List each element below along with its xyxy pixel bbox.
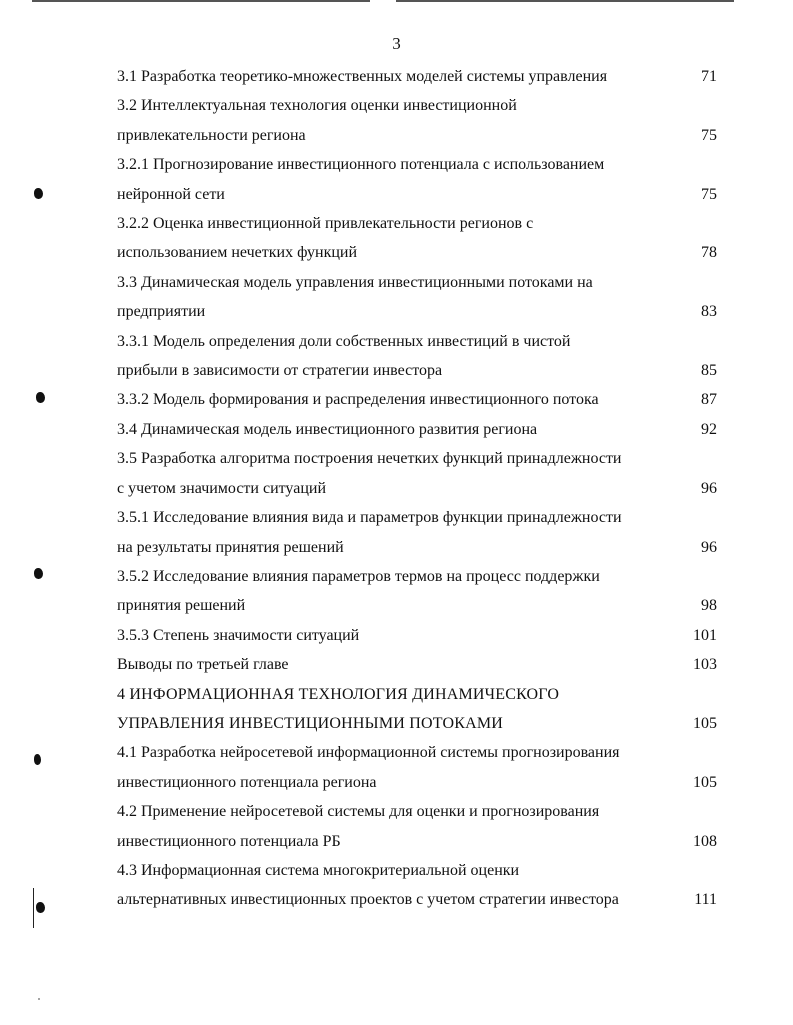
binder-hole-mark xyxy=(34,754,41,765)
toc-entry-page: 71 xyxy=(701,68,717,85)
toc-entry xyxy=(117,650,717,679)
toc-entry-title: 3.3.2 Модель формирования и распределения инвестиционного потока xyxy=(117,391,599,409)
toc-entry-title: прибыли в зависимости от стратегии инвестора xyxy=(117,362,443,380)
toc-entry-title: с учетом значимости ситуаций xyxy=(117,479,327,497)
toc-entry-title: 3.3.1 Модель определения доли собственных инвестиций в чистой xyxy=(117,332,571,350)
toc-entry-page: 101 xyxy=(693,626,717,644)
toc-entry-title: принятия решений xyxy=(117,597,246,615)
binder-hole-mark xyxy=(34,568,43,579)
toc-entry-page: 98 xyxy=(701,597,717,615)
toc-entry-title: предприятии xyxy=(117,303,206,321)
toc-entry xyxy=(117,327,717,386)
toc-entry-page: 85 xyxy=(701,362,717,380)
toc-entry-title: 3.2 Интеллектуальная технология оценки инвестиционной xyxy=(117,97,517,115)
toc-entry-title: 3.2.2 Оценка инвестиционной привлекательности регионов с xyxy=(117,215,534,233)
toc-entry xyxy=(117,150,717,209)
toc-entry-page: 96 xyxy=(701,479,717,497)
table-of-contents xyxy=(117,62,717,915)
toc-entry-title: 3.5.2 Исследование влияния параметров термов на процесс поддержки xyxy=(117,567,600,585)
toc-entry xyxy=(117,562,717,621)
toc-entry-title: привлекательности региона xyxy=(117,126,306,144)
toc-entry-title: 3.5 Разработка алгоритма построения нечетких функций принадлежности xyxy=(117,450,622,468)
toc-entry-page: 105 xyxy=(693,773,717,791)
toc-entry-page: 83 xyxy=(701,303,717,321)
toc-entry-title: 4.3 Информационная система многокритериальной оценки xyxy=(117,861,520,879)
toc-entry-title: нейронной сети xyxy=(117,185,225,203)
toc-entry-title: УПРАВЛЕНИЯ ИНВЕСТИЦИОННЫМИ ПОТОКАМИ xyxy=(117,714,504,732)
toc-entry xyxy=(117,62,717,91)
top-scan-rule xyxy=(32,0,370,2)
toc-entry xyxy=(117,738,717,797)
toc-entry-title: инвестиционного потенциала РБ xyxy=(117,832,341,850)
toc-entry-page: 108 xyxy=(693,832,717,850)
toc-entry xyxy=(117,621,717,650)
toc-entry-title: 3.5.1 Исследование влияния вида и параметров функции принадлежности xyxy=(117,509,622,527)
toc-entry-title: Выводы по третьей главе xyxy=(117,656,289,674)
binder-hole-mark xyxy=(34,188,43,199)
toc-entry xyxy=(117,415,717,444)
toc-entry-page: 105 xyxy=(693,714,717,732)
toc-entry-title: 4.1 Разработка нейросетевой информационной системы прогнозирования xyxy=(117,744,620,762)
toc-entry-title: инвестиционного потенциала региона xyxy=(117,773,377,791)
toc-entry xyxy=(117,385,717,414)
toc-entry-title: 3.3 Динамическая модель управления инвестиционными потоками на xyxy=(117,273,593,291)
toc-entry xyxy=(117,268,717,327)
toc-entry-title: использованием нечетких функций xyxy=(117,244,358,262)
toc-entry xyxy=(117,91,717,150)
binder-hole-mark xyxy=(36,902,45,913)
toc-entry-title: 3.2.1 Прогнозирование инвестиционного потенциала с использованием xyxy=(117,156,605,174)
toc-entry-title: 4.2 Применение нейросетевой системы для оценки и прогнозирования xyxy=(117,803,600,821)
scan-dust-mark xyxy=(38,998,40,1000)
toc-entry-page: 96 xyxy=(701,538,717,556)
toc-entry-page: 92 xyxy=(701,420,717,438)
toc-entry xyxy=(117,797,717,856)
toc-entry-page: 103 xyxy=(693,656,717,674)
toc-entry-title: 3.4 Динамическая модель инвестиционного развития региона xyxy=(117,420,538,438)
toc-entry-page: 87 xyxy=(701,391,717,409)
binder-hole-mark xyxy=(36,392,45,403)
toc-entry xyxy=(117,444,717,503)
toc-entry-title: 4 ИНФОРМАЦИОННАЯ ТЕХНОЛОГИЯ ДИНАМИЧЕСКОГО xyxy=(117,685,560,703)
toc-entry-page: 75 xyxy=(701,185,717,203)
toc-entry xyxy=(117,856,717,915)
toc-entry-page: 78 xyxy=(701,244,717,262)
toc-entry-page: 75 xyxy=(701,126,717,144)
top-scan-rule xyxy=(396,0,734,2)
scan-line-mark xyxy=(33,888,34,928)
toc-entry xyxy=(117,503,717,562)
toc-entry-page: 111 xyxy=(694,891,717,909)
page-number: 3 xyxy=(392,34,401,53)
toc-entry-title: на результаты принятия решений xyxy=(117,538,344,556)
toc-entry-title: 3.5.3 Степень значимости ситуаций xyxy=(117,626,360,644)
toc-entry-title: альтернативных инвестиционных проектов с учетом стратегии инвестора xyxy=(117,891,619,909)
toc-entry-title: 3.1 Разработка теоретико-множественных моделей системы управления xyxy=(117,68,608,85)
toc-entry xyxy=(117,680,717,739)
toc-entry xyxy=(117,209,717,268)
